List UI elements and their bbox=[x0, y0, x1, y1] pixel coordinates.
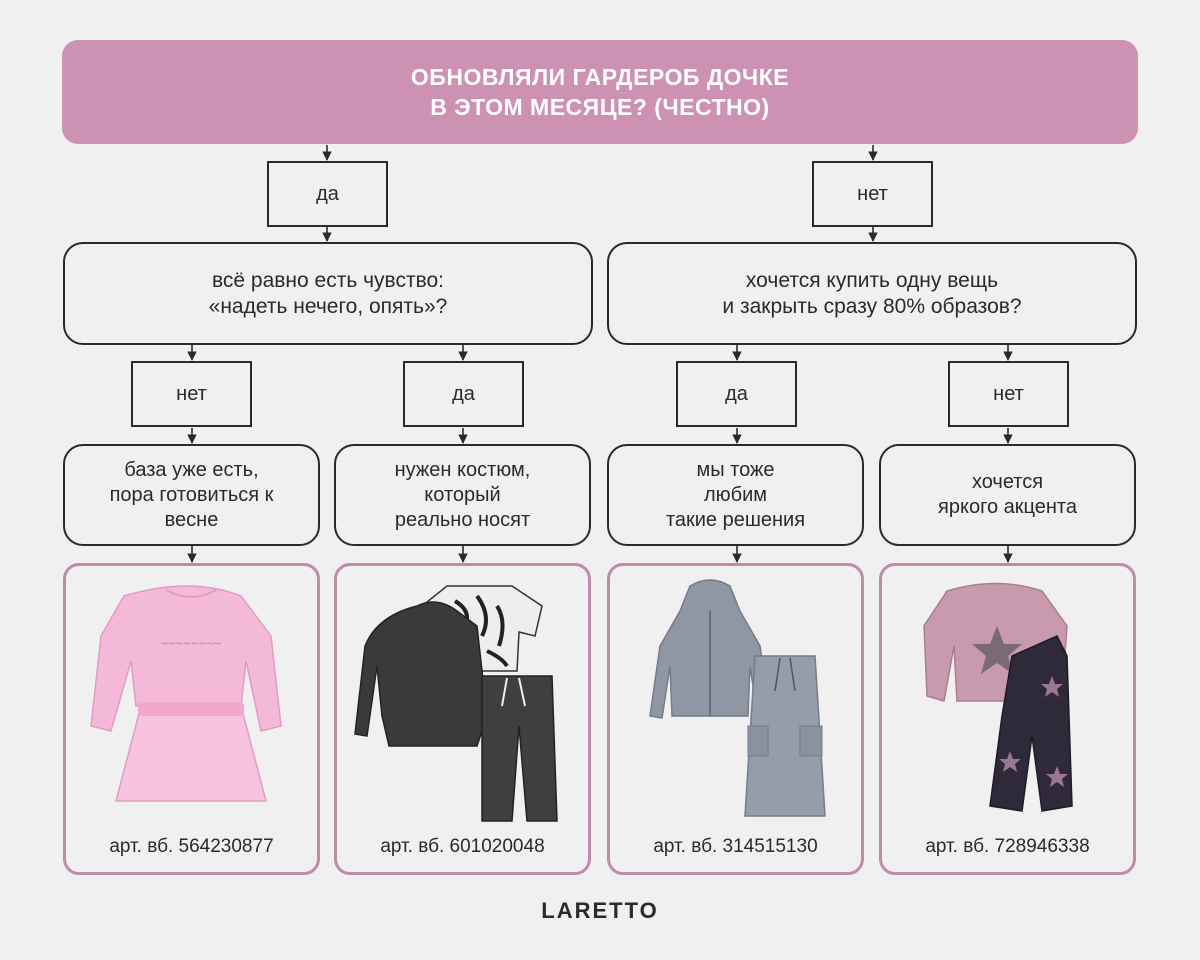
article-number: арт. вб. 601020048 bbox=[380, 836, 545, 857]
svg-text:~~~~~~~~: ~~~~~~~~ bbox=[160, 636, 222, 651]
product-card-1[interactable] bbox=[63, 563, 320, 875]
result-box-1 bbox=[63, 444, 320, 546]
grey-zip-hoodie-and-cargo-pants-set-image bbox=[610, 566, 861, 826]
article-number: арт. вб. 564230877 bbox=[109, 836, 274, 857]
black-hoodie-zebra-tee-and-pants-set-image bbox=[337, 566, 588, 826]
result-line: который bbox=[424, 483, 501, 506]
result-box-2 bbox=[334, 444, 591, 546]
question-right bbox=[607, 242, 1137, 345]
answer-box-3 bbox=[676, 361, 797, 427]
result-line: такие решения bbox=[665, 508, 806, 531]
answer-label: да bbox=[725, 382, 748, 405]
product-card-3[interactable] bbox=[607, 563, 864, 875]
answer-box-2 bbox=[403, 361, 524, 427]
question-line: «надеть нечего, опять»? bbox=[208, 294, 448, 318]
answer-yes-box bbox=[267, 161, 388, 227]
question-left bbox=[63, 242, 593, 345]
mauve-star-sweatshirt-and-star-flare-pants-image bbox=[882, 566, 1133, 826]
result-line: пора готовиться к bbox=[109, 483, 274, 506]
result-line: весне bbox=[164, 508, 219, 531]
product-card-2[interactable] bbox=[334, 563, 591, 875]
result-line: нужен костюм, bbox=[394, 458, 531, 481]
article-number: арт. вб. 728946338 bbox=[925, 836, 1090, 857]
result-line: хочется bbox=[971, 471, 1044, 493]
answer-box-4 bbox=[948, 361, 1069, 427]
question-line: всё равно есть чувство: bbox=[211, 268, 445, 292]
result-line: яркого акцента bbox=[938, 496, 1077, 518]
answer-label: да bbox=[452, 382, 475, 405]
answer-label: да bbox=[316, 182, 339, 205]
pink-sweatshirt-and-skirt-set-image bbox=[66, 566, 317, 826]
answer-label: нет bbox=[857, 182, 888, 205]
result-line: мы тоже bbox=[696, 458, 775, 481]
result-line: любим bbox=[703, 483, 768, 506]
article-number: арт. вб. 314515130 bbox=[653, 836, 818, 857]
answer-box-1 bbox=[131, 361, 252, 427]
question-line: и закрыть сразу 80% образов? bbox=[722, 294, 1022, 318]
brand-logo: LARETTO bbox=[541, 898, 659, 923]
product-card-4[interactable] bbox=[879, 563, 1136, 875]
answer-no-box bbox=[812, 161, 933, 227]
title-banner bbox=[62, 40, 1138, 144]
question-line: хочется купить одну вещь bbox=[745, 268, 999, 292]
answer-label: нет bbox=[993, 382, 1024, 405]
result-box-4 bbox=[879, 444, 1136, 546]
answer-label: нет bbox=[176, 382, 207, 405]
title-line-1: ОБНОВЛЯЛИ ГАРДЕРОБ ДОЧКЕ bbox=[410, 64, 790, 90]
result-box-3 bbox=[607, 444, 864, 546]
result-line: база уже есть, bbox=[124, 458, 259, 481]
title-line-2: В ЭТОМ МЕСЯЦЕ? (ЧЕСТНО) bbox=[430, 94, 770, 120]
result-line: реально носят bbox=[394, 508, 531, 531]
